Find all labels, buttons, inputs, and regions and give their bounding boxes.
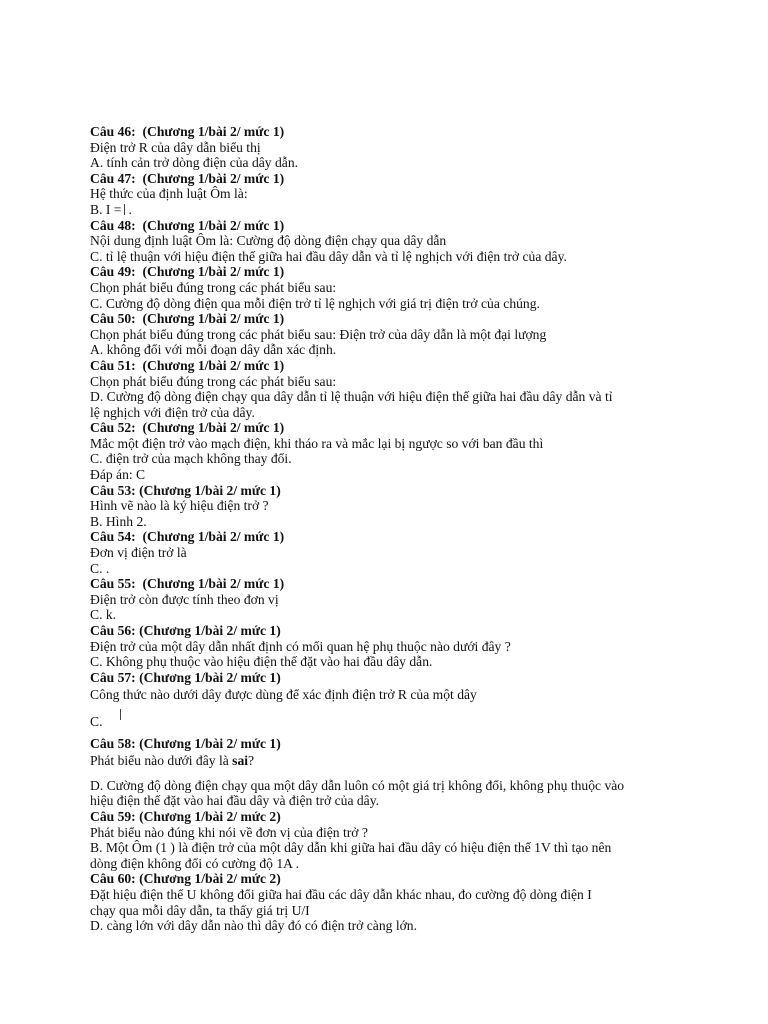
question-50-answer: A. không đổi với mỗi đoạn dây dẫn xác định. xyxy=(90,342,337,358)
question-56-heading: Câu 56: (Chương 1/bài 2/ mức 1) xyxy=(90,623,281,638)
question-58-text xyxy=(90,753,690,769)
question-47-answer-prefix: B. I = xyxy=(90,201,122,217)
question-49-heading: Câu 49: (Chương 1/bài 2/ mức 1) xyxy=(90,264,285,280)
formula-image-placeholder xyxy=(120,709,121,720)
question-52-answer: C. điện trở của mạch không thay đổi. xyxy=(90,451,292,467)
question-48-heading: Câu 48: (Chương 1/bài 2/ mức 1) xyxy=(90,217,285,233)
question-53-heading: Câu 53: (Chương 1/bài 2/ mức 1) xyxy=(90,482,281,498)
question-50-text: Chọn phát biểu đúng trong các phát biểu sau: Điện trở của dây dẫn là một đại lượng xyxy=(90,326,547,342)
question-48-answer: C. tỉ lệ thuận với hiệu điện thế giữa hai đầu dây dẫn và tỉ lệ nghịch với điện trở của dây. xyxy=(90,248,567,264)
question-58-text-emphasis: sai xyxy=(232,753,249,769)
question-57-heading: Câu 57: (Chương 1/bài 2/ mức 1) xyxy=(90,669,281,685)
document-page xyxy=(90,124,690,934)
question-58-answer-line-1: D. Cường độ dòng điện chạy qua một dây dẫn luôn có một giá trị không đổi, không phụ thuộc vào xyxy=(90,777,625,793)
question-55-heading: Câu 55: (Chương 1/bài 2/ mức 1) xyxy=(90,576,285,592)
question-49-answer: C. Cường độ dòng điện qua mỗi điện trở tỉ lệ nghịch với giá trị điện trở của chúng. xyxy=(90,295,540,311)
question-59-heading: Câu 59: (Chương 1/bài 2/ mức 2) xyxy=(90,808,281,824)
question-54-text: Đơn vị điện trở là xyxy=(90,545,187,561)
question-46-answer: A. tính cản trở dòng điện của dây dẫn. xyxy=(90,155,299,171)
question-47-answer xyxy=(90,202,690,218)
question-52-heading: Câu 52: (Chương 1/bài 2/ mức 1) xyxy=(90,420,285,436)
question-57-answer-label: C. xyxy=(90,713,103,729)
question-60-heading: Câu 60: (Chương 1/bài 2/ mức 2) xyxy=(90,871,281,887)
question-53-text: Hình vẽ nào là ký hiệu điện trở ? xyxy=(90,498,269,514)
question-50-heading: Câu 50: (Chương 1/bài 2/ mức 1) xyxy=(90,311,285,327)
question-51-answer-line-2: lệ nghịch với điện trở của dây. xyxy=(90,404,255,420)
question-46-text: Điện trở R của dây dẫn biểu thị xyxy=(90,139,261,155)
question-53-answer: B. Hình 2. xyxy=(90,513,147,529)
question-47-answer-suffix: . xyxy=(128,201,132,217)
question-58-answer-line-2: hiệu điện thế đặt vào hai đầu dây và điện trở của dây. xyxy=(90,793,380,809)
question-46-heading: Câu 46: (Chương 1/bài 2/ mức 1) xyxy=(90,124,285,139)
question-60-text-line-1: Đặt hiệu điện thế U không đổi giữa hai đầu các dây dẫn khác nhau, đo cường độ dòng điện I xyxy=(90,886,592,902)
question-48-text: Nội dung định luật Ôm là: Cường độ dòng điện chạy qua dây dẫn xyxy=(90,233,447,249)
question-57-text: Công thức nào dưới dây được dùng để xác định điện trở R của một dây xyxy=(90,687,477,703)
question-55-answer: C. k. xyxy=(90,607,117,623)
question-52-answer-key: Đáp án: C xyxy=(90,467,146,483)
question-55-text: Điện trở còn được tính theo đơn vị xyxy=(90,591,279,607)
question-59-answer-line-1: B. Một Ôm (1 ) là điện trở của một dây dẫn khi giữa hai đầu dây có hiệu điện thế 1V thì tạo nên xyxy=(90,840,612,856)
question-58-heading: Câu 58: (Chương 1/bài 2/ mức 1) xyxy=(90,735,281,751)
question-58-text-suffix: ? xyxy=(248,753,255,769)
question-60-text-line-2: chạy qua mỗi dây dẫn, ta thấy giá trị U/I xyxy=(90,902,310,918)
question-57-answer xyxy=(90,709,690,730)
question-59-text: Phát biểu nào đúng khi nói về đơn vị của điện trở ? xyxy=(90,824,368,840)
question-47-text: Hệ thức của định luật Ôm là: xyxy=(90,186,248,202)
question-58-text-prefix: Phát biểu nào dưới đây là xyxy=(90,753,233,769)
question-51-heading: Câu 51: (Chương 1/bài 2/ mức 1) xyxy=(90,357,285,373)
question-51-answer-line-1: D. Cường độ dòng điện chạy qua dây dẫn tỉ lệ thuận với hiệu điện thế giữa hai đầu dây dẫn và tỉ xyxy=(90,389,613,405)
question-54-answer: C. . xyxy=(90,560,110,576)
question-56-text: Điện trở của một dây dẫn nhất định có mối quan hệ phụ thuộc nào dưới đây ? xyxy=(90,638,511,654)
question-47-heading: Câu 47: (Chương 1/bài 2/ mức 1) xyxy=(90,170,285,186)
question-60-answer: D. càng lớn với dây dẫn nào thì dây đó có điện trở càng lớn. xyxy=(90,918,417,934)
formula-image-placeholder xyxy=(124,204,125,215)
question-52-text: Mắc một điện trở vào mạch điện, khi tháo ra và mắc lại bị ngược so với ban đầu thì xyxy=(90,435,544,451)
question-56-answer: C. Không phụ thuộc vào hiệu điện thế đặt vào hai đầu dây dẫn. xyxy=(90,654,433,670)
question-49-text: Chọn phát biểu đúng trong các phát biểu sau: xyxy=(90,279,337,295)
question-59-answer-line-2: dòng điện không đổi có cường độ 1A . xyxy=(90,855,300,871)
question-51-text: Chọn phát biểu đúng trong các phát biểu sau: xyxy=(90,373,337,389)
question-54-heading: Câu 54: (Chương 1/bài 2/ mức 1) xyxy=(90,529,285,545)
